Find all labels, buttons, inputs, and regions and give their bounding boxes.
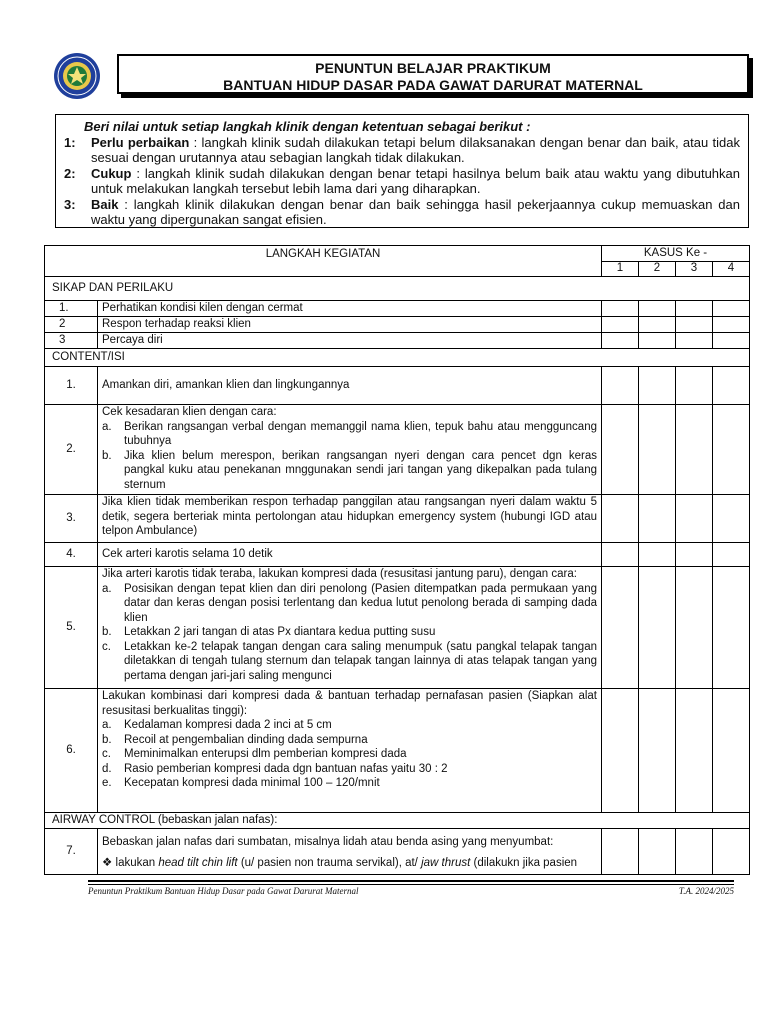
score-cell[interactable] bbox=[676, 317, 713, 333]
score-cell[interactable] bbox=[639, 543, 676, 567]
step-text: Respon terhadap reaksi klien bbox=[98, 317, 602, 333]
section-content: CONTENT/ISI bbox=[45, 349, 750, 367]
table-row bbox=[45, 367, 750, 405]
column-header-steps: LANGKAH KEGIATAN bbox=[45, 246, 602, 277]
score-cell[interactable] bbox=[602, 495, 639, 543]
title-line-2: BANTUAN HIDUP DASAR PADA GAWAT DARURAT MATERNAL bbox=[223, 77, 643, 93]
document-title bbox=[117, 54, 749, 94]
step-number: 1. bbox=[45, 367, 98, 405]
rating-item bbox=[64, 196, 740, 228]
score-cell[interactable] bbox=[676, 689, 713, 813]
score-cell[interactable] bbox=[602, 367, 639, 405]
rating-term: Perlu perbaikan bbox=[91, 134, 190, 150]
rating-text: : langkah klinik dilakukan dengan benar dan baik sehingga hasil pekerjaannya cukup memuaskan dan waktu yang dipergunakan sangat efisien. bbox=[91, 196, 740, 227]
sub-label: b. bbox=[102, 626, 112, 638]
step-intro: Lakukan kombinasi dari kompresi dada & bantuan terhadap pernafasan pasien (Siapkan alat resusitasi berkualitas tinggi): bbox=[102, 690, 597, 717]
score-cell[interactable] bbox=[676, 333, 713, 349]
step-number: 1. bbox=[45, 301, 98, 317]
step-number: 2 bbox=[45, 317, 98, 333]
column-header-cases: KASUS Ke - bbox=[602, 246, 750, 262]
rating-item bbox=[64, 134, 740, 166]
page-footer bbox=[88, 880, 734, 896]
score-cell[interactable] bbox=[639, 567, 676, 689]
score-cell[interactable] bbox=[713, 543, 750, 567]
step-content bbox=[98, 405, 602, 495]
step-number: 2. bbox=[45, 405, 98, 495]
rating-term: Cukup bbox=[91, 165, 132, 181]
score-cell[interactable] bbox=[713, 689, 750, 813]
sub-label: a. bbox=[102, 420, 112, 433]
score-cell[interactable] bbox=[602, 333, 639, 349]
score-cell[interactable] bbox=[713, 333, 750, 349]
step-text: Amankan diri, amankan klien dan lingkungannya bbox=[98, 367, 602, 405]
score-cell[interactable] bbox=[602, 301, 639, 317]
rating-text: : langkah klinik sudah dilakukan dengan benar tetapi hasilnya belum baik atau waktu yang dibutuhkan untuk melakukan langkah tersebut lebih lama dari yang diharapkan. bbox=[91, 165, 740, 196]
table-row bbox=[45, 495, 750, 543]
footer-title: Penuntun Praktikum Bantuan Hidup Dasar pada Gawat Darurat Maternal bbox=[88, 886, 359, 896]
sub-label: c. bbox=[102, 748, 111, 760]
score-cell[interactable] bbox=[639, 689, 676, 813]
rating-text: : langkah klinik sudah dilakukan tetapi belum dilaksanakan dengan benar dan baik, atau tidak sesuai dengan urutannya atau sebagian langkah tidak dilakukan. bbox=[91, 134, 740, 165]
table-row bbox=[45, 567, 750, 689]
university-seal-icon bbox=[50, 52, 104, 100]
sub-text: Letakkan ke-2 telapak tangan dengan cara saling menumpuk (satu pangkal telapak tangan diletakkan di tengah tulang sternum dan telapak tangan lainnya di atas telapak tangan yang pertama dengan jari-jari saling mengunci bbox=[124, 640, 597, 682]
rating-criteria-box bbox=[55, 114, 749, 228]
step-number: 6. bbox=[45, 689, 98, 813]
sub-label: d. bbox=[102, 762, 112, 775]
sub-label: c. bbox=[102, 640, 111, 653]
step-number: 3. bbox=[45, 495, 98, 543]
score-cell[interactable] bbox=[713, 301, 750, 317]
rating-number: 3: bbox=[64, 196, 76, 212]
step-text: Percaya diri bbox=[98, 333, 602, 349]
table-row bbox=[45, 317, 750, 333]
score-cell[interactable] bbox=[676, 567, 713, 689]
table-row bbox=[45, 405, 750, 495]
text-italic: head tilt chin lift bbox=[158, 856, 238, 869]
step-number: 3 bbox=[45, 333, 98, 349]
rating-number: 1: bbox=[64, 134, 76, 150]
score-cell[interactable] bbox=[639, 829, 676, 875]
sub-text: Recoil at pengembalian dinding dada sempurna bbox=[124, 733, 368, 746]
section-sikap: SIKAP DAN PERILAKU bbox=[45, 277, 750, 301]
step-intro: Bebaskan jalan nafas dari sumbatan, misalnya lidah atau benda asing yang menyumbat: bbox=[102, 836, 554, 848]
score-cell[interactable] bbox=[713, 495, 750, 543]
step-number: 5. bbox=[45, 567, 98, 689]
score-cell[interactable] bbox=[639, 405, 676, 495]
step-number: 7. bbox=[45, 829, 98, 875]
text-part: (u/ pasien non trauma servikal), at/ bbox=[237, 856, 422, 869]
score-cell[interactable] bbox=[639, 367, 676, 405]
case-number: 4 bbox=[713, 262, 750, 277]
score-cell[interactable] bbox=[602, 317, 639, 333]
step-text: Cek arteri karotis selama 10 detik bbox=[98, 543, 602, 567]
text-italic: jaw thrust bbox=[421, 856, 471, 869]
score-cell[interactable] bbox=[602, 567, 639, 689]
step-content bbox=[98, 829, 602, 875]
score-cell[interactable] bbox=[713, 567, 750, 689]
sub-label: b. bbox=[102, 449, 112, 462]
rating-term: Baik bbox=[91, 196, 119, 212]
bullet-icon: ❖ bbox=[102, 856, 113, 869]
score-cell[interactable] bbox=[713, 317, 750, 333]
score-cell[interactable] bbox=[602, 829, 639, 875]
table-row bbox=[45, 543, 750, 567]
step-content bbox=[98, 567, 602, 689]
rating-number: 2: bbox=[64, 165, 76, 181]
sub-label: a. bbox=[102, 719, 112, 731]
table-row bbox=[45, 333, 750, 349]
table-row bbox=[45, 301, 750, 317]
score-cell[interactable] bbox=[713, 367, 750, 405]
score-cell[interactable] bbox=[639, 317, 676, 333]
step-bullet-line bbox=[102, 856, 597, 871]
sub-text: Rasio pemberian kompresi dada dgn bantuan nafas yaitu 30 : 2 bbox=[124, 762, 448, 775]
sub-text: Kedalaman kompresi dada 2 inci at 5 cm bbox=[124, 719, 332, 731]
score-cell[interactable] bbox=[676, 829, 713, 875]
sub-text: Posisikan dengan tepat klien dan diri penolong (Pasien ditempatkan pada permukaan yang datar dan keras dengan posisi terlentang dan kedua lutut penolong berada di samping dada klien bbox=[124, 582, 597, 624]
score-cell[interactable] bbox=[602, 689, 639, 813]
score-cell[interactable] bbox=[713, 405, 750, 495]
step-intro: Jika arteri karotis tidak teraba, lakukan kompresi dada (resusitasi jantung paru), dengan cara: bbox=[102, 568, 577, 580]
sub-text: Meminimalkan enterupsi dlm pemberian kompresi dada bbox=[124, 748, 407, 760]
table-row bbox=[45, 689, 750, 813]
checklist-table bbox=[44, 245, 750, 875]
step-intro: Cek kesadaran klien dengan cara: bbox=[102, 406, 277, 418]
score-cell[interactable] bbox=[676, 543, 713, 567]
rating-heading: Beri nilai untuk setiap langkah klinik dengan ketentuan sebagai berikut : bbox=[84, 119, 531, 134]
table-row bbox=[45, 829, 750, 875]
sub-text: Jika klien belum merespon, berikan rangsangan nyeri dengan cara pencet dgn keras pangkal kuku atau penekanan mnggunakan sendi jari tangan yang dikepalkan pada tulang sternum bbox=[124, 449, 597, 491]
score-cell[interactable] bbox=[676, 495, 713, 543]
title-line-1: PENUNTUN BELAJAR PRAKTIKUM bbox=[315, 60, 551, 76]
sub-text: Letakkan 2 jari tangan di atas Px diantara kedua putting susu bbox=[124, 626, 436, 638]
rating-item bbox=[64, 165, 740, 197]
step-text: Jika klien tidak memberikan respon terhadap panggilan atau rangsangan nyeri dalam waktu 5 detik, segera berteriak minta pertolongan atau hidupkan emergency system (hubungi IGD atau telpon Ambulance) bbox=[98, 495, 602, 543]
sub-text: Berikan rangsangan verbal dengan memanggil nama klien, tepuk bahu atau mengguncang tubuhnya bbox=[124, 420, 597, 447]
section-airway: AIRWAY CONTROL (bebaskan jalan nafas): bbox=[45, 813, 750, 829]
score-cell[interactable] bbox=[676, 405, 713, 495]
case-number: 2 bbox=[639, 262, 676, 277]
score-cell[interactable] bbox=[639, 495, 676, 543]
score-cell[interactable] bbox=[676, 367, 713, 405]
sub-text: Kecepatan kompresi dada minimal 100 – 120/mnit bbox=[124, 777, 380, 789]
score-cell[interactable] bbox=[639, 333, 676, 349]
sub-label: b. bbox=[102, 733, 112, 746]
footer-year: T.A. 2024/2025 bbox=[678, 886, 734, 896]
step-text: Perhatikan kondisi kilen dengan cermat bbox=[98, 301, 602, 317]
score-cell[interactable] bbox=[602, 405, 639, 495]
text-part: lakukan bbox=[115, 856, 159, 869]
score-cell[interactable] bbox=[713, 829, 750, 875]
case-number: 1 bbox=[602, 262, 639, 277]
step-content bbox=[98, 689, 602, 813]
text-part: (dilakukn jika pasien bbox=[470, 856, 578, 869]
score-cell[interactable] bbox=[639, 301, 676, 317]
score-cell[interactable] bbox=[676, 301, 713, 317]
sub-label: e. bbox=[102, 777, 112, 789]
score-cell[interactable] bbox=[602, 543, 639, 567]
sub-label: a. bbox=[102, 582, 112, 595]
step-number: 4. bbox=[45, 543, 98, 567]
case-number: 3 bbox=[676, 262, 713, 277]
